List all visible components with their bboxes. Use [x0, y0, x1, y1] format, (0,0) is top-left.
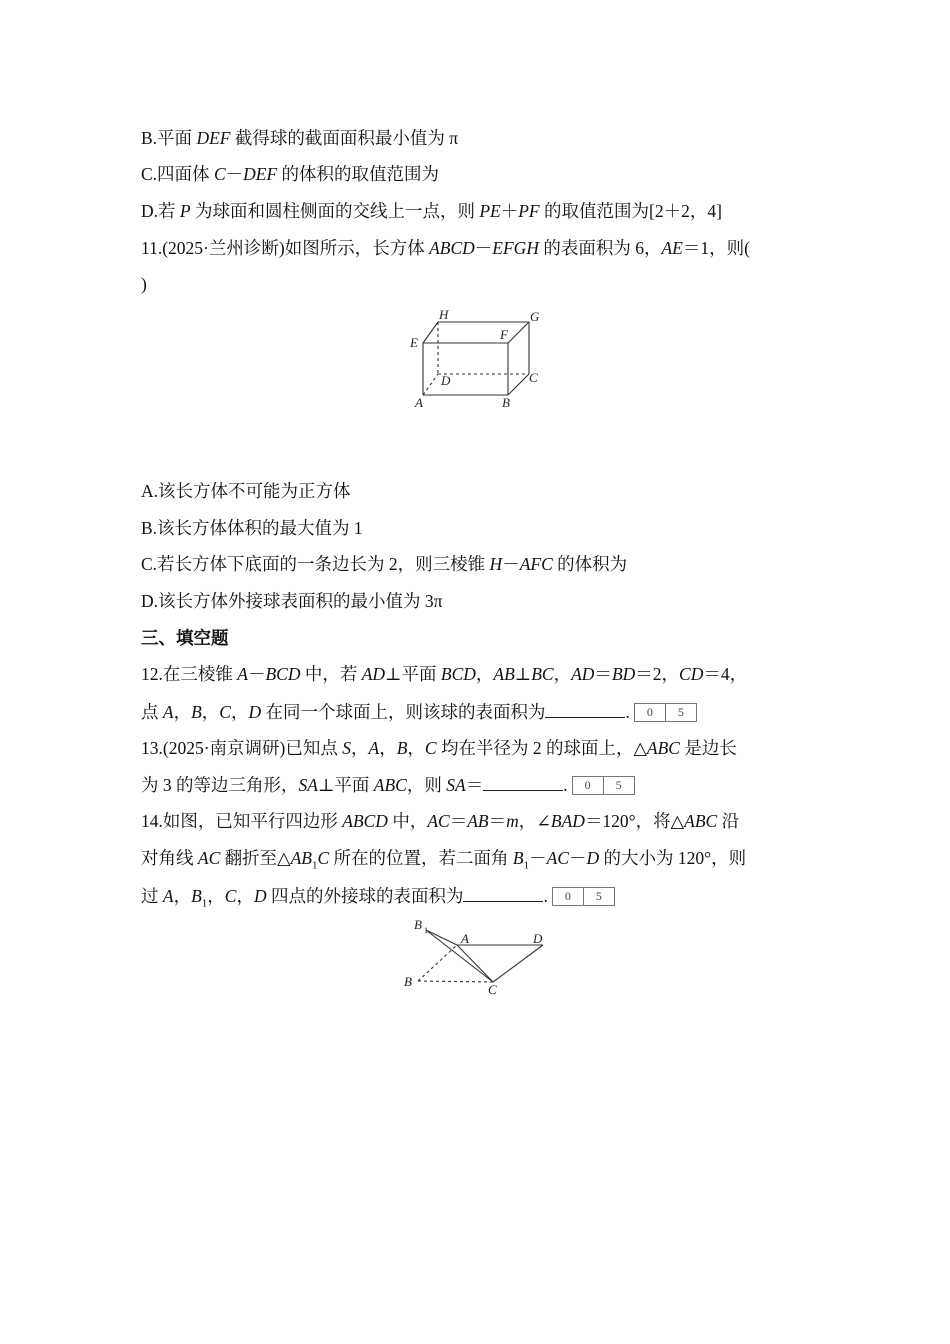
- edge-AC: [457, 945, 493, 982]
- label-C: C: [529, 370, 538, 385]
- math-var: D: [586, 848, 600, 868]
- text: 为球面和圆柱侧面的交线上一点，则: [190, 201, 480, 221]
- text: ，: [379, 738, 397, 758]
- text: 11.(2025·兰州诊断)如图所示，长方体: [141, 238, 430, 258]
- q13-stem-line1: [141, 736, 737, 760]
- label-D: D: [441, 373, 451, 388]
- text: ＋: [500, 201, 519, 221]
- math-var: AC: [427, 811, 450, 831]
- text: ，: [553, 664, 572, 684]
- text: 截得球的截面面积最小值为 π: [230, 128, 459, 148]
- math-var: ABC: [684, 811, 718, 831]
- math-var: AB: [290, 848, 312, 868]
- edge-AD-hidden: [423, 374, 438, 395]
- text: ＝2，: [635, 664, 680, 684]
- math-var: BD: [611, 664, 636, 684]
- math-var: PE: [479, 201, 501, 221]
- text: 过: [141, 886, 163, 906]
- score-box: [634, 703, 697, 722]
- score-left: 0: [564, 889, 571, 903]
- q14-stem-line1: [141, 809, 739, 833]
- text: 在同一个球面上，则该球的表面积为: [261, 702, 546, 722]
- math-var: ABC: [373, 775, 407, 795]
- answer-blank[interactable]: [483, 772, 563, 791]
- math-var: PF: [518, 201, 540, 221]
- label-D: D: [533, 931, 543, 946]
- math-var: AC: [197, 848, 221, 868]
- text: C.若长方体下底面的一条边长为 2，则三棱锥: [141, 554, 490, 574]
- q12-stem-line2: [141, 699, 697, 724]
- text: ，: [350, 738, 369, 758]
- math-var: AB: [467, 811, 489, 831]
- edge-DC: [493, 945, 543, 982]
- score-left: 0: [646, 705, 653, 719]
- label-B: B: [404, 974, 412, 989]
- score-right: 5: [583, 888, 614, 905]
- answer-blank[interactable]: [463, 883, 543, 902]
- math-var: A: [162, 702, 174, 722]
- text: 中，: [387, 811, 428, 831]
- math-var: DEF: [196, 128, 231, 148]
- text: 四点的外接球的表面积为: [266, 886, 464, 906]
- text: ⊥平面: [317, 775, 374, 795]
- text: B.平面: [141, 128, 197, 148]
- text: 沿: [717, 811, 740, 831]
- score-box: [552, 887, 615, 906]
- text: 的大小为 120°，则: [599, 848, 747, 868]
- text: ，: [173, 886, 192, 906]
- math-var: BC: [531, 664, 554, 684]
- label-E: E: [410, 335, 418, 350]
- text: ，: [230, 702, 249, 722]
- score-right: 5: [665, 704, 696, 721]
- math-var: C: [317, 848, 330, 868]
- edge-BC-hidden: [418, 981, 493, 982]
- label-G: G: [530, 309, 540, 324]
- text: ，: [236, 886, 254, 906]
- q10-option-c: [141, 162, 439, 186]
- text: －: [225, 164, 244, 184]
- q11-option-a: A.该长方体不可能为正方体: [141, 481, 351, 501]
- edge-FG: [508, 322, 529, 343]
- math-var: DEF: [243, 164, 278, 184]
- q13-stem-line2: [141, 772, 635, 797]
- edge-BA-hidden: [418, 945, 457, 981]
- text: 的体积的取值范围为: [277, 164, 440, 184]
- text: ，: [201, 702, 220, 722]
- math-var: SA: [298, 775, 318, 795]
- text: 所在的位置，若二面角: [329, 848, 513, 868]
- math-var: m: [506, 811, 519, 831]
- text: ＝: [465, 775, 484, 795]
- text: .: [543, 886, 548, 906]
- text: ＝120°，将△: [584, 811, 685, 831]
- math-var: EFGH: [492, 238, 539, 258]
- text: .: [563, 775, 568, 795]
- edge-B1C: [426, 930, 493, 982]
- subscript: 1: [201, 897, 208, 910]
- text: 14.如图，已知平行四边形: [141, 811, 343, 831]
- text: 的取值范围为[2＋2，4]: [539, 201, 722, 221]
- text: 点: [141, 702, 163, 722]
- text: C.四面体: [141, 164, 214, 184]
- q12-stem-line1: [141, 662, 747, 686]
- text: 中，若: [300, 664, 362, 684]
- text: ⊥: [514, 664, 532, 684]
- text: －: [529, 848, 547, 868]
- text: ，: [407, 738, 425, 758]
- q11-option-b: B.该长方体体积的最大值为 1: [141, 518, 363, 538]
- math-var: SA: [446, 775, 466, 795]
- text: 翻折至△: [220, 848, 291, 868]
- text: －: [474, 238, 493, 258]
- text: ＝1，则(: [682, 238, 750, 258]
- text: ，: [475, 664, 494, 684]
- label-A: A: [415, 395, 423, 410]
- text: 的体积为: [552, 554, 628, 574]
- q14-stem-line3: [141, 883, 615, 916]
- math-var: B: [191, 702, 202, 722]
- q10-option-b: [141, 126, 458, 150]
- math-var: P: [179, 201, 191, 221]
- text: 对角线: [141, 848, 198, 868]
- math-var: ABC: [646, 738, 680, 758]
- math-var: CD: [679, 664, 704, 684]
- math-var: AB: [493, 664, 515, 684]
- math-var: C: [213, 164, 226, 184]
- edge-EH: [423, 322, 438, 343]
- text: ＝: [449, 811, 468, 831]
- label-A: A: [461, 931, 469, 946]
- cuboid-figure: [405, 305, 555, 415]
- label-H: H: [439, 307, 449, 322]
- q11-option-c: [141, 552, 627, 576]
- q10-option-d: [141, 199, 722, 223]
- text: ＝4，: [703, 664, 748, 684]
- math-var: AD: [361, 664, 386, 684]
- text: ，: [207, 886, 225, 906]
- math-var: S: [342, 738, 351, 758]
- text: ，∠: [518, 811, 551, 831]
- math-var: C: [424, 738, 437, 758]
- score-left: 0: [584, 778, 591, 792]
- score-right: 5: [603, 777, 634, 794]
- math-var: BCD: [265, 664, 301, 684]
- text: 13.(2025·南京调研)已知点: [141, 738, 343, 758]
- text: ⊥平面: [385, 664, 441, 684]
- subscript: 1: [311, 859, 318, 872]
- math-var: D: [248, 702, 262, 722]
- text: ＝: [594, 664, 612, 684]
- answer-blank[interactable]: [545, 699, 625, 718]
- text: －: [247, 664, 266, 684]
- math-var: ABCD: [342, 811, 388, 831]
- text: 是边长: [679, 738, 737, 758]
- math-var: A: [237, 664, 248, 684]
- label-B: B: [502, 395, 510, 410]
- section-heading: 三、填空题: [141, 628, 229, 648]
- text: －: [502, 554, 520, 574]
- math-var: B: [396, 738, 408, 758]
- label-B1-subscript: 1: [424, 926, 428, 935]
- edge-BC: [508, 374, 529, 395]
- math-var: B: [191, 886, 202, 906]
- math-var: D: [253, 886, 267, 906]
- math-var: H: [489, 554, 503, 574]
- q14-stem-line2: [141, 846, 746, 878]
- label-C: C: [488, 982, 497, 997]
- q11-stem-line1: [141, 236, 750, 260]
- math-var: C: [219, 702, 231, 722]
- text: 12.在三棱锥: [141, 664, 238, 684]
- math-var: AC: [546, 848, 569, 868]
- text: 均在半径为 2 的球面上，△: [436, 738, 647, 758]
- math-var: AE: [661, 238, 683, 258]
- math-var: B: [512, 848, 524, 868]
- math-var: A: [162, 886, 174, 906]
- math-var: AD: [571, 664, 595, 684]
- math-var: AFC: [519, 554, 553, 574]
- q11-option-d: D.该长方体外接球表面积的最小值为 3π: [141, 591, 443, 611]
- math-var: BCD: [440, 664, 476, 684]
- parallelogram-fold-figure: [400, 915, 560, 1000]
- q11-stem-line2: ): [141, 274, 147, 294]
- text: －: [569, 848, 587, 868]
- math-var: C: [224, 886, 237, 906]
- text: 的表面积为 6，: [538, 238, 662, 258]
- text: ＝: [488, 811, 507, 831]
- math-var: ABCD: [429, 238, 475, 258]
- text: .: [625, 702, 630, 722]
- math-var: BAD: [550, 811, 585, 831]
- text: ，: [173, 702, 192, 722]
- edge-B1A: [426, 930, 457, 945]
- text: ，则: [406, 775, 447, 795]
- score-box: [572, 776, 635, 795]
- label-B1: B: [414, 917, 422, 932]
- label-F: F: [500, 327, 508, 342]
- subscript: 1: [523, 859, 530, 872]
- text: D.若: [141, 201, 180, 221]
- math-var: A: [368, 738, 380, 758]
- text: 为 3 的等边三角形，: [141, 775, 299, 795]
